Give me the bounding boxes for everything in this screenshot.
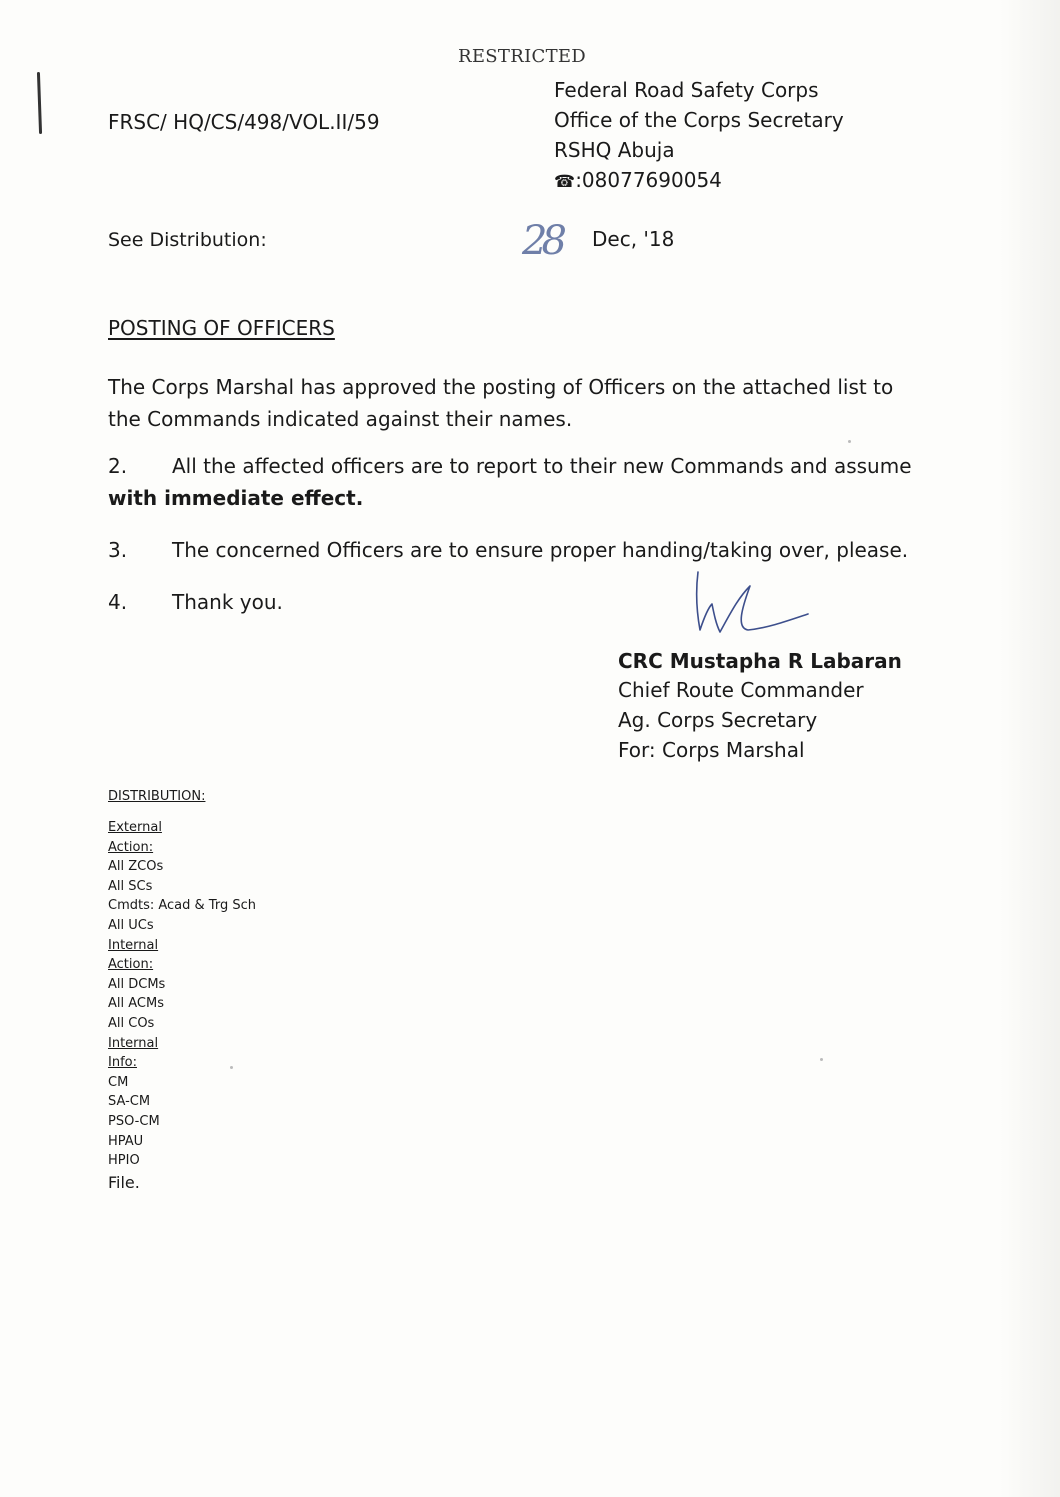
paragraph-4-text: Thank you.	[172, 590, 283, 614]
list-item: PSO-CM	[108, 1113, 160, 1129]
address-line-phone	[554, 168, 722, 192]
dist-file: File.	[108, 1172, 140, 1192]
distribution-list	[108, 818, 256, 1192]
dist-internal-info-heading: Internal	[108, 1035, 159, 1051]
list-item: All ACMs	[108, 996, 164, 1012]
dist-internal-action-label: Action:	[108, 957, 154, 973]
handwritten-date-day: 28	[522, 218, 561, 264]
date-month-year: Dec, '18	[592, 227, 675, 251]
paragraph-2-line-2: with immediate effect.	[108, 486, 364, 510]
margin-pen-mark	[37, 72, 42, 134]
paragraph-1-line-1: The Corps Marshal has approved the posting of Officers on the attached list to	[108, 375, 894, 399]
paragraph-2-number: 2.	[108, 454, 128, 478]
dist-external-action-label: Action:	[108, 839, 154, 855]
telephone-icon: ☎	[554, 172, 576, 192]
address-line-location: RSHQ Abuja	[554, 138, 675, 162]
dist-internal-info-label: Info:	[108, 1055, 137, 1071]
scan-speck	[230, 1066, 233, 1069]
reference-number: FRSC/ HQ/CS/498/VOL.II/59	[108, 110, 380, 134]
address-line-org: Federal Road Safety Corps	[554, 78, 819, 102]
handwritten-signature	[690, 568, 820, 650]
paragraph-4-number: 4.	[108, 590, 128, 614]
dist-external-heading: External	[108, 820, 162, 835]
list-item: HPIO	[108, 1153, 140, 1169]
signatory-for: For: Corps Marshal	[618, 738, 805, 762]
letter-heading: POSTING OF OFFICERS	[108, 316, 335, 340]
scan-edge-shading	[1000, 0, 1060, 1497]
address-line-office: Office of the Corps Secretary	[554, 108, 844, 132]
distribution-title: DISTRIBUTION:	[108, 789, 206, 804]
paragraph-3-text: The concerned Officers are to ensure proper handing/taking over, please.	[172, 538, 909, 562]
scan-speck	[848, 440, 851, 443]
recipient-line: See Distribution:	[108, 229, 267, 251]
list-item: All DCMs	[108, 976, 166, 992]
list-item: All SCs	[108, 878, 153, 894]
paragraph-2-line-1: All the affected officers are to report to their new Commands and assume	[172, 454, 912, 478]
scan-speck	[820, 1058, 823, 1061]
list-item: All UCs	[108, 917, 154, 933]
signatory-role: Ag. Corps Secretary	[618, 708, 818, 732]
signatory-name: CRC Mustapha R Labaran	[618, 649, 902, 673]
signatory-title: Chief Route Commander	[618, 678, 864, 702]
list-item: All COs	[108, 1015, 155, 1031]
phone-number: :08077690054	[575, 168, 722, 192]
list-item: CM	[108, 1074, 129, 1090]
dist-internal-heading: Internal	[108, 937, 159, 953]
list-item: HPAU	[108, 1133, 144, 1149]
classification-label: RESTRICTED	[458, 46, 587, 67]
list-item: All ZCOs	[108, 859, 164, 875]
list-item: SA-CM	[108, 1094, 151, 1110]
list-item: Cmdts: Acad & Trg Sch	[108, 898, 256, 914]
paragraph-1-line-2: the Commands indicated against their names.	[108, 407, 573, 431]
paragraph-3-number: 3.	[108, 538, 128, 562]
